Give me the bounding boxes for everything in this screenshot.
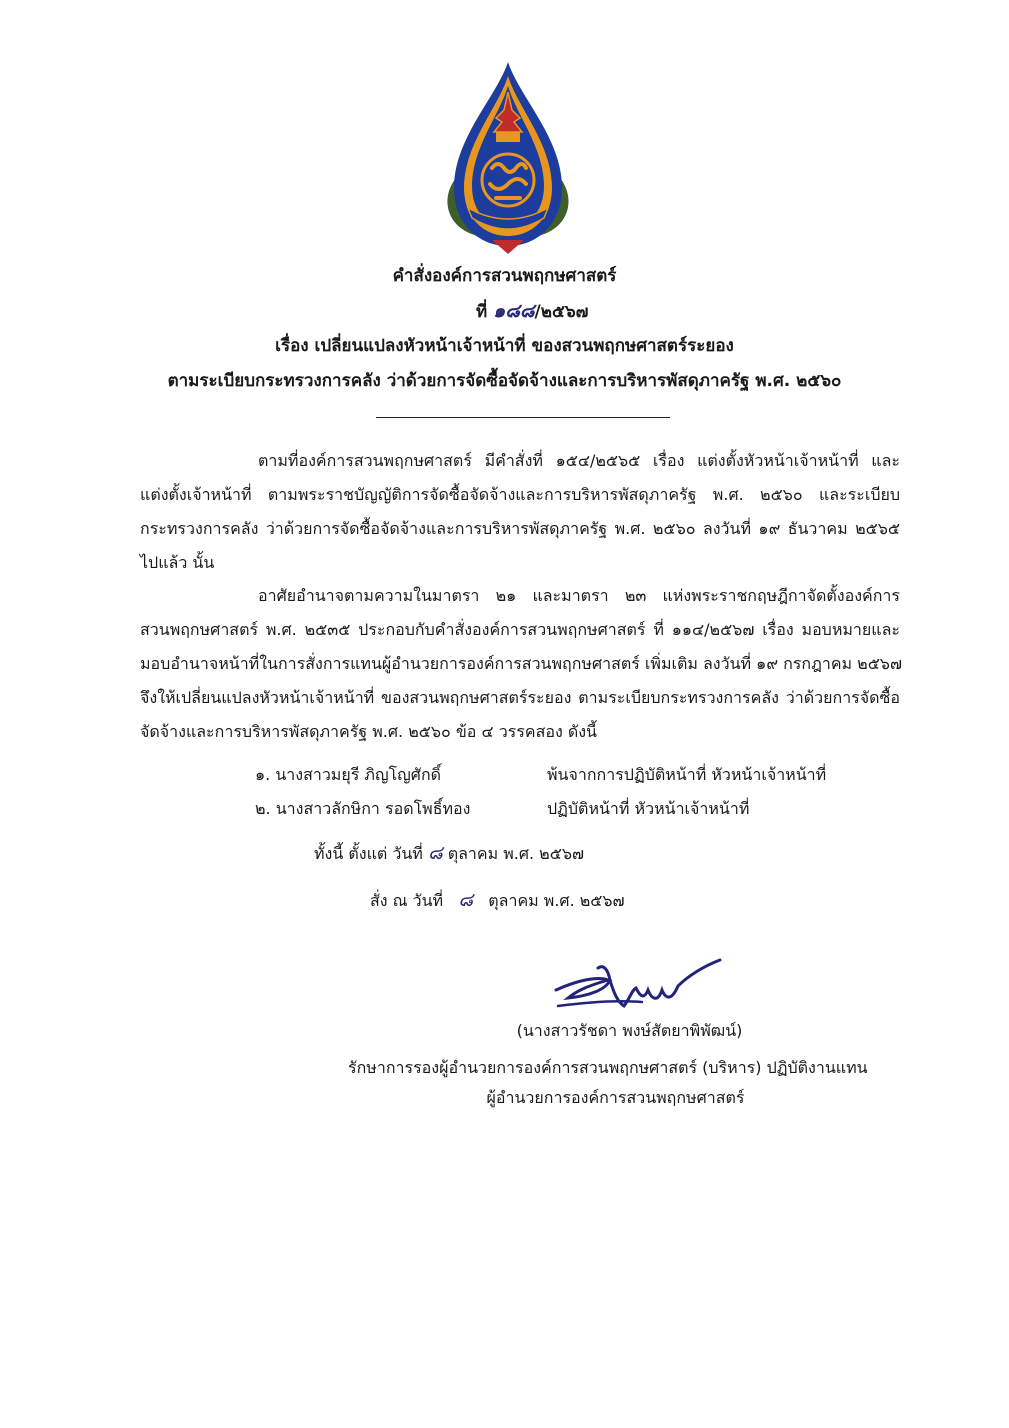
order-number-handwritten: ๑๘๘	[493, 300, 535, 322]
paragraph-2-line: จึงให้เปลี่ยนแปลงหัวหน้าเจ้าหน้าที่ ของสวนพฤกษศาสตร์ระยอง ตามระเบียบกระทรวงการคลัง ว่าด้วยการจัดซื้อ	[140, 688, 900, 707]
subject-line-2: ตามระเบียบกระทรวงการคลัง ว่าด้วยการจัดซื้อจัดจ้างและการบริหารพัสดุภาครัฐ พ.ศ. ๒๕๖๐	[167, 371, 842, 391]
assignee-action: พ้นจากการปฏิบัติหน้าที่ หัวหน้าเจ้าหน้าที่	[547, 765, 827, 784]
paragraph-2-line: สวนพฤกษศาสตร์ พ.ศ. ๒๕๓๕ ประกอบกับคำสั่งองค์การสวนพฤกษศาสตร์ ที่ ๑๑๔/๒๕๖๗ เรื่อง มอบหมายและ	[140, 620, 900, 639]
effective-suffix: ตุลาคม พ.ศ. ๒๕๖๗	[447, 844, 585, 863]
document-title: คำสั่งองค์การสวนพฤกษศาสตร์	[392, 266, 617, 286]
header-divider	[376, 417, 670, 418]
order-suffix: /๒๕๖๗	[534, 302, 589, 322]
paragraph-1-line: กระทรวงการคลัง ว่าด้วยการจัดซื้อจัดจ้างและการบริหารพัสดุภาครัฐ พ.ศ. ๒๕๖๐ ลงวันที่ ๑๙ ธันวาคม ๒๕๖๕	[140, 519, 901, 538]
order-prefix: ที่	[476, 302, 488, 322]
ordered-suffix: ตุลาคม พ.ศ. ๒๕๖๗	[488, 891, 625, 910]
ordered-date	[370, 885, 625, 915]
paragraph-1	[140, 444, 900, 580]
paragraph-1-line: แต่งตั้งเจ้าหน้าที่ ตามพระราชบัญญัติการจัดซื้อจัดจ้างและการบริหารพัสดุภาครัฐ พ.ศ. ๒๕๖๐ และระเบียบ	[140, 485, 900, 504]
paragraph-2-line: มอบอำนาจหน้าที่ในการสั่งการแทนผู้อำนวยการองค์การสวนพฤกษศาสตร์ เพิ่มเติม ลงวันที่ ๑๙ กรกฎาคม ๒๕๖๗	[140, 654, 902, 673]
paragraph-1-line: ไปแล้ว นั้น	[140, 553, 215, 572]
handwritten-signature	[548, 950, 728, 1020]
botanical-garden-emblem-icon	[438, 58, 578, 254]
assignee-name: ๑. นางสาวมยุรี ภิญโญศักดิ์	[255, 765, 442, 784]
assignee-name: ๒. นางสาวลักษิกา รอดโพธิ์ทอง	[255, 799, 471, 818]
order-number	[476, 296, 588, 326]
paragraph-2-line: อาศัยอำนาจตามความในมาตรา ๒๑ และมาตรา ๒๓ แห่งพระราชกฤษฎีกาจัดตั้งองค์การ	[258, 586, 900, 605]
ordered-prefix: สั่ง ณ วันที่	[370, 891, 444, 910]
ordered-day-handwritten: ๘	[458, 889, 473, 911]
signatory-name: (นางสาวรัชดา พงษ์สัตยาพิพัฒน์)	[516, 1021, 743, 1040]
signatory-position-line-1: รักษาการรองผู้อำนวยการองค์การสวนพฤกษศาสตร์ (บริหาร) ปฏิบัติงานแทน	[348, 1058, 868, 1077]
assignment-row	[255, 797, 749, 822]
subject-line-1: เรื่อง เปลี่ยนแปลงหัวหน้าเจ้าหน้าที่ ของสวนพฤกษศาสตร์ระยอง	[275, 336, 734, 356]
paragraph-2	[140, 579, 900, 749]
assignee-action: ปฏิบัติหน้าที่ หัวหน้าเจ้าหน้าที่	[547, 799, 750, 818]
assignment-row	[255, 763, 826, 788]
paragraph-1-line: ตามที่องค์การสวนพฤกษศาสตร์ มีคำสั่งที่ ๑๕๔/๒๕๖๕ เรื่อง แต่งตั้งหัวหน้าเจ้าหน้าที่ และ	[258, 451, 900, 470]
effective-date	[314, 838, 584, 868]
paragraph-2-line: จัดจ้างและการบริหารพัสดุภาครัฐ พ.ศ. ๒๕๖๐ ข้อ ๔ วรรคสอง ดังนี้	[140, 722, 597, 741]
signatory-position-line-2: ผู้อำนวยการองค์การสวนพฤกษศาสตร์	[486, 1088, 745, 1107]
effective-prefix: ทั้งนี้ ตั้งแต่ วันที่	[314, 844, 423, 863]
effective-day-handwritten: ๘	[427, 842, 443, 864]
